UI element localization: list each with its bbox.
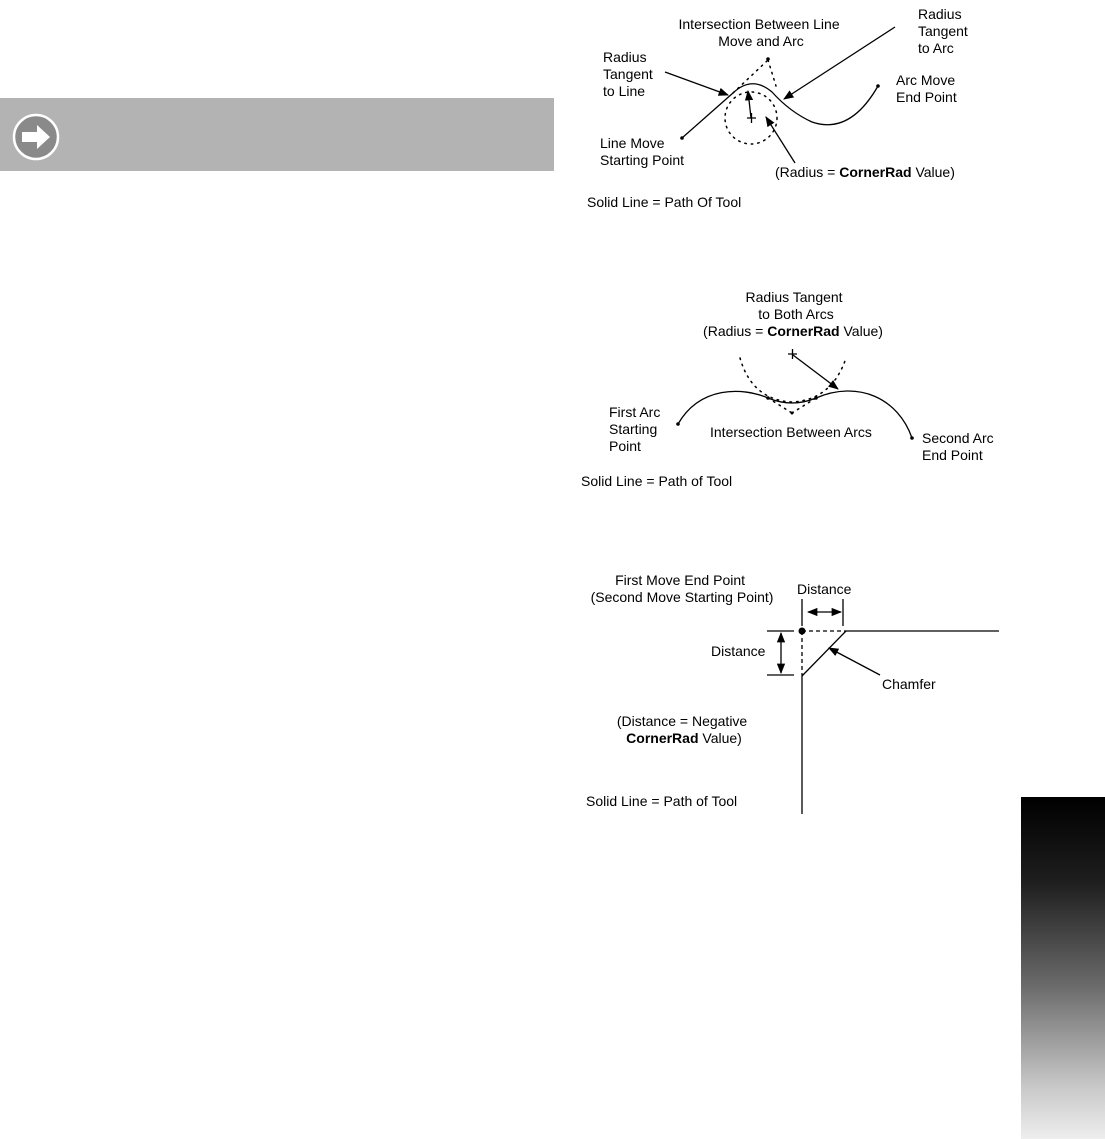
arc-end-point: [876, 84, 880, 88]
first-arc-start-point: [676, 422, 680, 426]
label-second-arc: Second Arc End Point: [922, 430, 994, 463]
caption-figure3: Solid Line = Path of Tool: [586, 793, 738, 809]
label-distance-top: Distance: [797, 581, 852, 597]
label-distance-note: (Distance = Negative CornerRad Value): [616, 713, 748, 746]
intersection-point: [766, 57, 770, 61]
label-intersection-arcs: Intersection Between Arcs: [710, 424, 872, 440]
label-tangent-arc: Radius Tangent to Arc: [918, 6, 968, 56]
figure-line-arc-corner: [587, 6, 972, 210]
first-move-end-point: [799, 628, 806, 635]
extended-first-arc: [768, 398, 792, 413]
label-radius-note: (Radius = CornerRad Value): [775, 164, 955, 180]
caption-figure1: Solid Line = Path Of Tool: [587, 194, 742, 210]
line-start-point: [680, 136, 684, 140]
extended-arc: [768, 60, 776, 86]
label-tangent-line: Radius Tangent to Line: [603, 49, 653, 99]
label-first-arc: First Arc Starting Point: [609, 404, 661, 454]
figure-chamfer: [586, 572, 999, 814]
figure-arc-arc-corner: [581, 289, 998, 489]
tool-path-first-arc: [678, 391, 768, 424]
intersection-arcs-point: [791, 412, 794, 415]
label-distance-left: Distance: [711, 643, 766, 659]
label-radius-note-2: (Radius = CornerRad Value): [703, 323, 883, 339]
caption-figure2: Solid Line = Path of Tool: [581, 473, 733, 489]
label-intersection-line-arc: Intersection Between Line Move and Arc: [678, 16, 840, 49]
label-chamfer: Chamfer: [882, 676, 936, 692]
second-arc-end-point: [910, 436, 914, 440]
label-arc-end: Arc Move End Point: [896, 72, 957, 105]
extended-line: [733, 60, 768, 93]
label-tangent-both-arcs: Radius Tangent to Both Arcs: [745, 289, 843, 322]
label-line-start: Line Move Starting Point: [600, 135, 685, 168]
label-first-move: First Move End Point (Second Move Starting Point): [590, 572, 774, 605]
radius-circle-arc: [740, 358, 846, 402]
